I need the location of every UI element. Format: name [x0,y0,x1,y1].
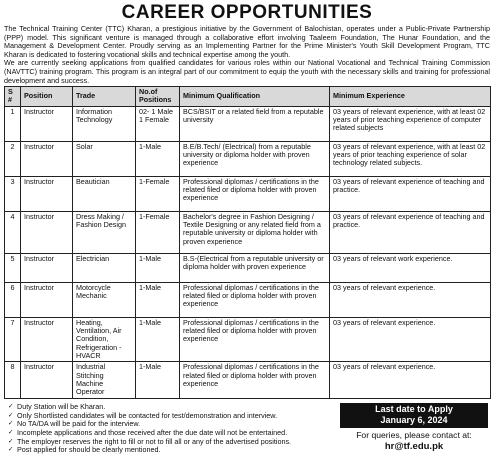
table-row [5,176,491,211]
deadline-label: Last date to Apply [375,404,453,415]
cell-position: Instructor [21,211,73,253]
intro-paragraph: We are currently seeking applications from qualified candidates for various roles within our National Vocational and Technical Training Commission (NAVTTC) training program. This program is an integral part of our commitment to equip the youth with the necessary skills and training for professional development and success. [4,58,490,85]
contact-label: For queries, please contact at: [356,430,472,441]
cell-positions: 1-Male [136,141,180,176]
cell-trade: Industrial Stitching Machine Operator [73,362,136,399]
header-position: Position [21,87,73,107]
cell-experience: 03 years of relevant experience of teaching and practice. [330,211,491,253]
cell-positions: 1-Male [136,253,180,282]
header-positions: No.of Positions [136,87,180,107]
cell-experience: 03 years of relevant experience. [330,362,491,399]
cell-positions: 1-Male [136,282,180,317]
cell-positions: 1-Female [136,176,180,211]
footer [4,403,490,461]
cell-qualification: Professional diplomas / certifications in the related filed or diploma holder with proven experience [180,362,330,399]
header-trade: Trade [73,87,136,107]
cell-sno: 5 [5,253,21,282]
contact-box [340,430,488,452]
cell-sno: 3 [5,176,21,211]
cell-positions: 02- 1 Male 1 Female [136,106,180,141]
cell-sno: 6 [5,282,21,317]
notes-list [8,403,349,455]
cell-trade: Beautician [73,176,136,211]
table-row [5,211,491,253]
cell-sno: 7 [5,317,21,361]
cell-position: Instructor [21,362,73,399]
list-item: ✓ The employer reserves the right to fill or not to fill all or any of the advertised positions. [17,438,349,447]
table-row [5,106,491,141]
cell-sno: 4 [5,211,21,253]
table-row [5,141,491,176]
cell-qualification: BCS/BSIT or a related field from a reputable university [180,106,330,141]
list-item: ✓ Post applied for should be clearly mentioned. [17,446,349,455]
intro-text [4,25,490,85]
list-item: ✓ Only Shortlisted candidates will be contacted for test/demonstration and interview. [17,412,349,421]
cell-qualification: B.S-(Electrical from a reputable university or diploma holder with proven experience [180,253,330,282]
cell-experience: 03 years of relevant experience, with at least 02 years of prior teaching experience of computer related subjects [330,106,491,141]
header-experience: Minimum Experience [330,87,491,107]
table-row [5,362,491,399]
cell-trade: Electrician [73,253,136,282]
cell-sno: 1 [5,106,21,141]
cell-position: Instructor [21,317,73,361]
list-item: ✓ Incomplete applications and those received after the due date will not be entertained. [17,429,349,438]
cell-qualification: Bachelor's degree in Fashion Designing / Textile Designing or any related field from a reputable university or diploma holder with proven experience [180,211,330,253]
cell-sno: 8 [5,362,21,399]
cell-qualification: B.E/B.Tech/ (Electrical) from a reputable university or diploma holder with proven experience [180,141,330,176]
cell-sno: 2 [5,141,21,176]
table-row [5,253,491,282]
deadline-box [340,403,488,428]
cell-experience: 03 years of relevant experience. [330,317,491,361]
table-row [5,317,491,361]
cell-position: Instructor [21,282,73,317]
jobs-table [4,86,491,399]
deadline-date: January 6, 2024 [380,415,448,426]
cell-positions: 1-Male [136,362,180,399]
table-header-row [5,87,491,107]
cell-position: Instructor [21,253,73,282]
list-item: ✓ No TA/DA will be paid for the interview. [17,420,349,429]
cell-position: Instructor [21,106,73,141]
cell-position: Instructor [21,141,73,176]
header-qualification: Minimum Qualification [180,87,330,107]
contact-email[interactable]: hr@tf.edu.pk [384,441,444,453]
cell-experience: 03 years of relevant experience. [330,282,491,317]
cell-positions: 1-Female [136,211,180,253]
cell-qualification: Professional diplomas / certifications in the related filed or diploma holder with proven experience [180,317,330,361]
cell-experience: 03 years of relevant experience, with at least 02 years of prior teaching experience of solar technology related subjects. [330,141,491,176]
header-sno: S # [5,87,21,107]
cell-experience: 03 years of relevant work experience. [330,253,491,282]
cell-trade: Heating, Ventilation, Air Condition, Refrigeration -HVACR [73,317,136,361]
cell-trade: Information Technology [73,106,136,141]
table-row [5,282,491,317]
cell-qualification: Professional diplomas / certifications in the related filed or diploma holder with proven experience [180,176,330,211]
cell-trade: Solar [73,141,136,176]
cell-position: Instructor [21,176,73,211]
cell-qualification: Professional diplomas / certifications in the related filed or diploma holder with proven experience [180,282,330,317]
cell-experience: 03 years of relevant experience of teaching and practice. [330,176,491,211]
cell-trade: Motorcycle Mechanic [73,282,136,317]
cell-positions: 1-Male [136,317,180,361]
intro-paragraph: The Technical Training Center (TTC) Kharan, a prestigious initiative by the Government of Balochistan, operates under a Public-Private Partnership (PPP) model. This significant venture is managed through a collaborative effort involving Taaleem Foundation, The Hunar Foundation, and the Management & Development Center. Proudly serving as an Implementing Partner for the Prime Minister's Youth Skill Development Program, TTC Kharan is dedicated to fostering vocational skills and technical expertise among the youth. [4,24,490,59]
page-title: CAREER OPPORTUNITIES [121,2,373,23]
list-item: ✓ Duty Station will be Kharan. [17,403,349,412]
cell-trade: Dress Making / Fashion Design [73,211,136,253]
